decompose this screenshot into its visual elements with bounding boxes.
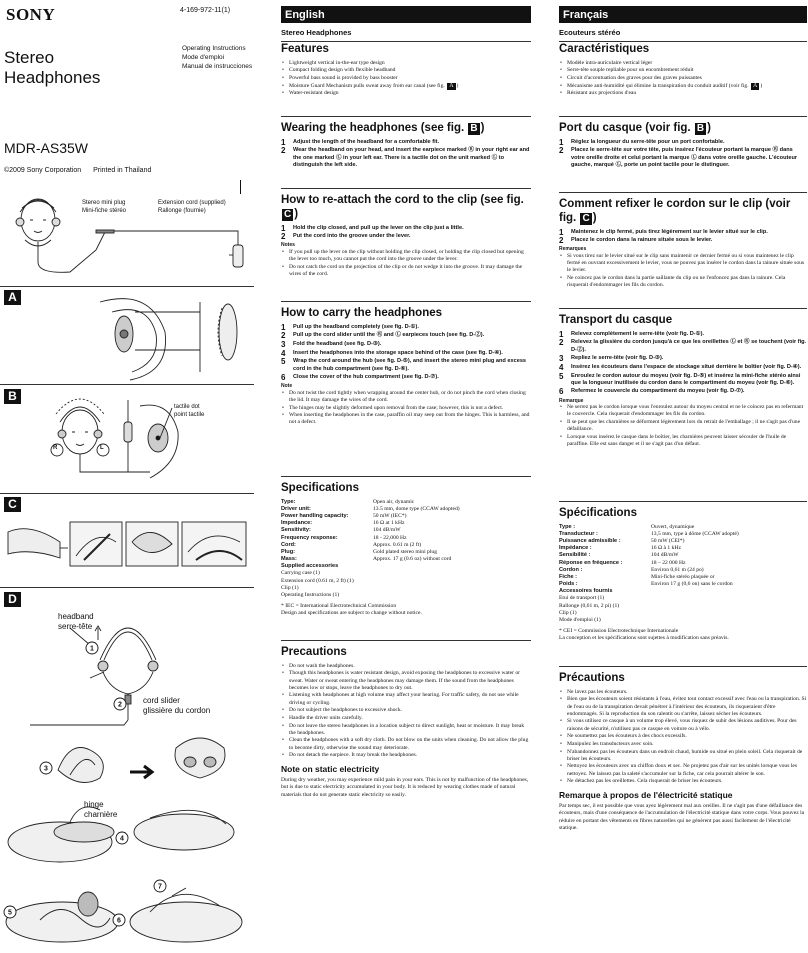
precautions-list xyxy=(281,663,531,760)
fig-d-step-6: 6 xyxy=(117,917,121,925)
reattach-steps xyxy=(281,225,531,241)
fig-d-step-1: 1 xyxy=(90,645,94,653)
hinge-label: hinge charnière xyxy=(84,800,118,819)
list-item: • Do not subject the headphones to excessive shock. xyxy=(281,707,531,714)
supplied-item: Clip (1) xyxy=(559,609,577,616)
reattach-heading: Comment refixer le cordon sur le clip (voir fig. C ) xyxy=(559,198,791,224)
wearing-heading: Port du casque (voir fig. B ) xyxy=(559,122,711,134)
fig-b-label: B xyxy=(4,389,21,404)
divider xyxy=(0,384,254,385)
wearing-steps xyxy=(281,139,531,169)
carry-heading: Transport du casque xyxy=(559,314,673,326)
part-number: 4-169-972-11(1) xyxy=(180,7,231,14)
fig-c-label: C xyxy=(4,497,21,512)
notes-list xyxy=(281,390,531,427)
table-row: Mass: Approx. 17 g (0.6 oz) without cord xyxy=(281,556,452,563)
supplied-item: Etui de transport (1) xyxy=(559,595,605,602)
table-row: Frequency response: 18 - 22,000 Hz xyxy=(281,534,407,541)
list-item: • Powerful bass sound is provided by bass booster xyxy=(281,75,531,82)
table-row: Sensitivity: 104 dB/mW xyxy=(281,527,401,534)
list-item: • Moisture Guard Mechanism pulls sweat away from ear canal (see fig. A ) xyxy=(281,83,531,90)
fig-ref-badge: B xyxy=(470,123,478,134)
step-item: 3 Repliez le serre-tête (voir fig. D-③). xyxy=(559,354,664,364)
list-item: • Do not detach the earpiece. It may break the headphones. xyxy=(281,752,531,759)
supplied-item: Rallonge (0,61 m, 2 pi) (1) xyxy=(559,602,620,609)
list-item: • The hinges may be slightly deformed upon removal from the case; however, this is not a defect. xyxy=(281,405,531,412)
cover-column xyxy=(0,0,254,953)
english-column xyxy=(281,6,531,798)
cord-label: Extension cord (supplied) Rallonge (fournie) xyxy=(158,200,226,214)
list-item: • Serre-tête souple repliable pour un encombrement réduit xyxy=(559,67,807,74)
note-label: Note xyxy=(281,383,293,390)
list-item: • When inserting the headphones in the case, paraffin oil may seep out from the hinges. This is harmless, and not a defect. xyxy=(281,412,531,426)
table-row: Type : Ouvert, dynamique xyxy=(559,523,695,530)
fig-d-label: D xyxy=(4,592,21,607)
supplied-item: Clip (1) xyxy=(281,584,299,591)
table-row: Fiche : Mini-fiche stéréo plaquée or xyxy=(559,573,715,580)
table-row: Impédance : 16 Ω à 1 kHz xyxy=(559,545,681,552)
list-item: • Listening with headphones at high volume may affect your hearing. For traffic safety, do not use while driving or cycling. xyxy=(281,692,531,706)
list-item: • Circuit d'accentuation des graves pour des graves puissantes xyxy=(559,75,807,82)
headband-label: headband serre-tête xyxy=(58,612,94,631)
plug-label: Stereo mini plug Mini-fiche stéréo xyxy=(82,200,127,214)
fig-d-step-5: 5 xyxy=(8,909,12,917)
fig-b-r-marker: R xyxy=(53,445,58,451)
brand-logo: SONY xyxy=(6,5,56,24)
precautions-heading: Précautions xyxy=(559,672,625,684)
supplied-item: Operating Instructions (1) xyxy=(281,591,340,598)
list-item: • Ne lavez pas les écouteurs. xyxy=(559,689,807,696)
table-row: Transducteur : 13,5 mm, type à dôme (CCAW adopté) xyxy=(559,530,739,537)
step-item: 1 Adjust the length of the headband for a comfortable fit. xyxy=(281,137,440,147)
fig-b-illustration xyxy=(0,392,254,488)
manual-languages xyxy=(182,44,252,71)
list-item: • Modèle intra-auriculaire vertical léger xyxy=(559,60,807,67)
supplied-item: Carrying case (1) xyxy=(281,570,320,577)
fig-d-step-3: 3 xyxy=(44,765,48,773)
note-label: Remarque xyxy=(559,397,584,404)
supplied-label: Supplied accessories xyxy=(281,563,339,570)
step-item: 4 Insert the headphones into the storage space behind of the case (see fig. D-④). xyxy=(281,348,503,358)
carry-section xyxy=(281,301,531,427)
fig-ref-badge: C xyxy=(582,212,590,224)
french-column xyxy=(559,6,807,831)
list-item: • Il se peut que les charnières se déforment légèrement lors du retrait de l'emballage ; il ne s'agit pas d'une défaillance. xyxy=(559,419,807,433)
carry-steps xyxy=(281,324,531,382)
language-header: English xyxy=(281,6,531,23)
features-section xyxy=(559,43,807,98)
table-row: Type: Open air, dynamic xyxy=(281,498,415,505)
step-item: 5 Enroulez le cordon autour du moyeu (voir fig. D-⑤) et insérez la mini-fiche stéréo ainsi que la longueur inutilisée du cordon dans le compartiment du moyeu (voir fig. D-⑥). xyxy=(559,371,801,386)
carry-section xyxy=(559,308,807,448)
reattach-heading: How to re-attach the cord to the clip (see fig. C ) xyxy=(281,194,524,220)
printed-in: Printed in Thailand xyxy=(93,167,152,174)
tactile-dot-label: tactile dot point tactile xyxy=(174,404,205,418)
reattach-section xyxy=(281,188,531,278)
model-number: MDR-AS35W xyxy=(4,140,89,156)
fig-d-illustration xyxy=(0,600,254,950)
table-row: Puissance admissible : 50 mW (CEI*) xyxy=(559,538,685,545)
precautions-section xyxy=(559,666,807,832)
precautions-list xyxy=(559,689,807,786)
product-subtitle: Ecouteurs stéréo xyxy=(559,28,807,42)
features-heading: Features xyxy=(281,43,329,55)
static-text: During dry weather, you may experience mild pain in your ears. This is not by malfunction of the headphones, but is due to static electricity accumulated in your body. It is reduced by wearing clothes made of natural materials that do not generate static electricity so easily. xyxy=(281,777,529,798)
carry-steps xyxy=(559,331,807,396)
copyright: ©2009 Sony Corporation xyxy=(4,167,82,174)
specs-table xyxy=(281,499,460,563)
table-row: Réponse en fréquence : 18 – 22 000 Hz xyxy=(559,559,686,566)
divider xyxy=(0,587,254,588)
step-item: 1 Maintenez le clip fermé, puis tirez légèrement sur le levier situé sur le clip. xyxy=(559,227,768,237)
list-item: • Though this headphones is water resistant design, avoid exposing the headphones to excessive water or sweat. Water or sweat entering the headphones may damage them. If the sound from the headphones becomes low or stops, leave the headphones to dry out. xyxy=(281,670,531,691)
table-row: Driver unit: 13.5 mm, dome type (CCAW adopted) xyxy=(281,505,460,512)
specs-heading: Spécifications xyxy=(559,507,637,519)
step-item: 4 Insérez les écouteurs dans l'espace de stockage situé derrière le boîtier (voir fig. D-④). xyxy=(559,362,802,372)
notes-label: Remarques xyxy=(559,246,587,253)
divider xyxy=(0,493,254,494)
fig-b-l-marker: L xyxy=(100,445,104,451)
divider xyxy=(0,286,254,287)
static-text: Par temps sec, il est possible que vous ayez légèrement mal aux oreilles. Il ne s'agit pas d'une défaillance des écouteurs, mais d'une conséquence de l'accumulation de l'électricité statique dans votre corps. Vous pouvez la réduire en portant des vêtements en fibres naturelles qui ne génèrent pas aussi facilement de l'électricité statique. xyxy=(559,803,805,831)
table-row: Plug: Gold plated stereo mini plug xyxy=(281,548,438,555)
specs-heading: Specifications xyxy=(281,482,359,494)
table-row: Impedance: 16 Ω at 1 kHz xyxy=(281,520,405,527)
fig-ref-badge: C xyxy=(284,208,292,220)
table-row: Power handling capacity: 50 mW (IEC*) xyxy=(281,513,407,520)
list-item: • Clean the headphones with a soft dry cloth. Do not blow on the units when cleaning. Do not allow the plug to become dirty, otherwise the sound may deteriorate. xyxy=(281,737,531,751)
step-item: 1 Relevez complètement le serre-tête (voir fig. D-①). xyxy=(559,329,705,339)
notes-list xyxy=(559,404,807,448)
disclaimer: La conception et les spécifications sont sujettes à modification sans préavis. xyxy=(559,635,729,642)
list-item: • Nettoyez les écouteurs avec un chiffon doux et sec. Ne projetez pas d'air sur les unités lorsque vous les nettoyez. Ne laissez pas la saleté s'accumuler sur la fiche, car cela pourrait altérer le son. xyxy=(559,763,807,777)
wearing-steps xyxy=(559,139,807,169)
fig-ref-badge: B xyxy=(696,123,705,134)
step-item: 6 Close the cover of the hub compartment (see fig. D-⑦). xyxy=(281,373,439,383)
wearing-section xyxy=(281,116,531,170)
list-item: • Ne détachez pas les oreillettes. Cela risquerait de briser les écouteurs. xyxy=(559,778,807,785)
specs-section xyxy=(281,476,531,617)
list-item: • N'abandonnez pas les écouteurs dans un endroit chaud, humide ou situé en plein soleil. Cela risquerait de briser les écouteurs. xyxy=(559,749,807,763)
product-subtitle: Stereo Headphones xyxy=(281,28,531,42)
fig-d-step-7: 7 xyxy=(158,883,162,891)
step-item: 1 Réglez la longueur du serre-tête pour un port confortable. xyxy=(559,137,725,147)
static-heading: Note on static electricity xyxy=(281,764,380,775)
title-line-1: Stereo xyxy=(4,48,55,67)
step-item: 2 Relevez la glissière du cordon jusqu'à ce que les oreillettes Ⓛ et Ⓡ se touchent (voir fig. D-②). xyxy=(559,338,807,353)
list-item: • Compact folding design with flexible headband xyxy=(281,67,531,74)
step-item: 1 Pull up the headband completely (see fig. D-①). xyxy=(281,322,419,332)
wearing-section xyxy=(559,116,807,170)
list-item: • Do not catch the cord on the projection of the clip or do not wedge it into the groove. It may damage the wires of the cord. xyxy=(281,264,531,278)
step-item: 1 Hold the clip closed, and pull up the lever on the clip just a little. xyxy=(281,223,464,233)
list-item: • Mécanisme anti-humidité qui élimine la transpiration du conduit auditif (voir fig. A ) xyxy=(559,83,807,90)
step-item: 2 Placez le serre-tête sur votre tête, puis insérez l'écouteur portant la marque Ⓡ dans votre oreille droite et celui portant la marque Ⓛ dans votre oreille gauche. L'écouteur gauche, marqué Ⓛ, porte un point tactile pour le distinguer. xyxy=(559,146,798,168)
step-item: 6 Refermez le couvercle du compartiment du moyeu (voir fig. D-⑦). xyxy=(559,387,745,397)
carry-heading: How to carry the headphones xyxy=(281,307,443,319)
table-row: Cordon : Environ 0,61 m (24 po) xyxy=(559,566,704,573)
list-item: • Water-resistant design xyxy=(281,90,531,97)
list-item: • Do not leave the stereo headphones in a location subject to direct sunlight, heat or moisture. It may break the headphones. xyxy=(281,723,531,737)
features-list xyxy=(559,60,807,98)
footnote: * IEC = International Electrotechnical Commission xyxy=(281,602,397,609)
list-item: • Do not wash the headphones. xyxy=(281,663,531,670)
step-item: 5 Wrap the cord around the hub (see fig. D-⑤), and insert the stereo mini plug and excess cord in the hub compartment (see fig. D-⑥). xyxy=(281,357,527,372)
notes-list xyxy=(559,253,807,289)
list-item: • Manipulez les transducteurs avec soin. xyxy=(559,741,807,748)
cord-slider-label: cord slider glissière du cordon xyxy=(143,696,211,715)
step-item: 2 Put the cord into the groove under the lever. xyxy=(281,232,411,242)
fig-d-step-4: 4 xyxy=(120,835,124,843)
fig-c-illustration xyxy=(0,512,254,582)
step-item: 3 Fold the headband (see fig. D-③). xyxy=(281,340,382,350)
fig-ref-badge: A xyxy=(449,82,454,89)
list-item: • Lorsque vous insérez le casque dans le boîtier, les charnières peuvent laisser sécouler de l'huile de paraffine. Elle est sans danger et il ne s'agit pas d'un défaut. xyxy=(559,434,807,448)
supplied-label: Accessoires fournis xyxy=(559,588,613,595)
table-row: Poids : Environ 17 g (0,6 on) sans le cordon xyxy=(559,581,733,588)
precautions-section xyxy=(281,640,531,799)
fig-a-label: A xyxy=(4,290,21,305)
wearing-heading: Wearing the headphones (see fig. B ) xyxy=(281,122,485,134)
copyright-line xyxy=(4,167,161,176)
supplied-item: Mode d'emploi (1) xyxy=(559,616,601,623)
fig-a-illustration xyxy=(0,292,254,382)
manual-en: Operating Instructions xyxy=(182,45,246,52)
list-item: • If you pull up the lever on the clip without holding the clip closed, or holding the clip closed but opening the lever too much, you cannot put the cord into the groove under the lever. xyxy=(281,249,531,263)
table-row: Sensibilité : 104 dB/mW xyxy=(559,552,679,559)
footnote: * CEI = Commission Electrotechnique Internationale xyxy=(559,627,679,634)
specs-table xyxy=(559,524,739,588)
list-item: • Ne coincez pas le cordon dans la partie saillante du clip ou ne l'enfoncez pas dans la rainure. Cela risquerait d'endommager les fils du cordon. xyxy=(559,275,807,289)
notes-label: Notes xyxy=(281,242,295,249)
manual-fr: Mode d'emploi xyxy=(182,54,225,62)
list-item: • Bien que les écouteurs soient résistants à l'eau, évitez tout contact excessif avec l'eau ou la transpiration. Si de l'eau ou de la transpiration devait pénétrer à l'intérieur des écouteurs, ils risqueraient d'être endommagés. Si la reproduction du son ralentit ou s'arrête, laissez sécher les écouteurs. xyxy=(559,696,807,717)
list-item: • Si vous utilisez ce casque à un volume trop élevé, vous risquez de subir des lésions auditives. Pour des raisons de sécurité, n'utilisez pas ce casque en voiture ou à vélo. xyxy=(559,718,807,732)
reattach-section xyxy=(559,192,807,290)
disclaimer: Design and specifications are subject to change without notice. xyxy=(281,610,422,617)
list-item: • Ne serrez pas le cordon lorsque vous l'enroulez autour du moyeu central et ne le coincez pas en refermant le couvercle. Cela risquerait d'endommager les fils du cordon. xyxy=(559,404,807,418)
list-item: • Handle the driver units carefully. xyxy=(281,715,531,722)
list-item: • Si vous tirez sur le levier situé sur le clip sans maintenir ce dernier fermé ou si vous maintenez le clip fermé en ouvrant excessivement le levier, vous ne pouvez pas insérer le cordon dans la rainure située sous le levier. xyxy=(559,253,807,274)
features-heading: Caractéristiques xyxy=(559,43,650,55)
notes-list xyxy=(281,249,531,278)
features-section xyxy=(281,43,531,98)
table-row: Cord: Approx. 0.61 m (2 ft) xyxy=(281,541,422,548)
manual-es: Manual de instrucciones xyxy=(182,63,253,71)
features-list xyxy=(281,60,531,98)
fig-d-step-2: 2 xyxy=(118,701,122,709)
list-item: • Résistant aux projections d'eau xyxy=(559,90,807,97)
step-item: 2 Placez le cordon dans la rainure située sous le levier. xyxy=(559,236,713,246)
title-line-2: Headphones xyxy=(4,67,101,87)
step-item: 2 Pull up the cord slider until the Ⓡ and Ⓛ earpieces touch (see fig. D-②). xyxy=(281,331,485,341)
list-item: • Lightweight vertical in-the-ear type design xyxy=(281,60,531,67)
fig-ref-badge: A xyxy=(753,82,758,89)
list-item: • Ne soumettez pas les écouteurs à des chocs excessifs. xyxy=(559,733,807,740)
list-item: • Do not twist the cord tightly when wrapping around the center hub, or do not pinch the cord when closing the lid. It may damage the wires of the cord. xyxy=(281,390,531,404)
language-header: Français xyxy=(559,6,807,23)
reattach-steps xyxy=(559,229,807,245)
step-item: 2 Wear the headband on your head, and insert the earpiece marked Ⓡ in your right ear and the one marked Ⓛ in your left ear. There is a tactile dot on the unit marked Ⓛ to distinguish the left side. xyxy=(281,146,530,168)
supplied-item: Extension cord (0.61 m, 2 ft) (1) xyxy=(281,577,354,584)
product-title xyxy=(4,48,100,87)
specs-section xyxy=(559,501,807,642)
static-heading: Remarque à propos de l'électricité statique xyxy=(559,790,733,801)
precautions-heading: Precautions xyxy=(281,646,347,658)
